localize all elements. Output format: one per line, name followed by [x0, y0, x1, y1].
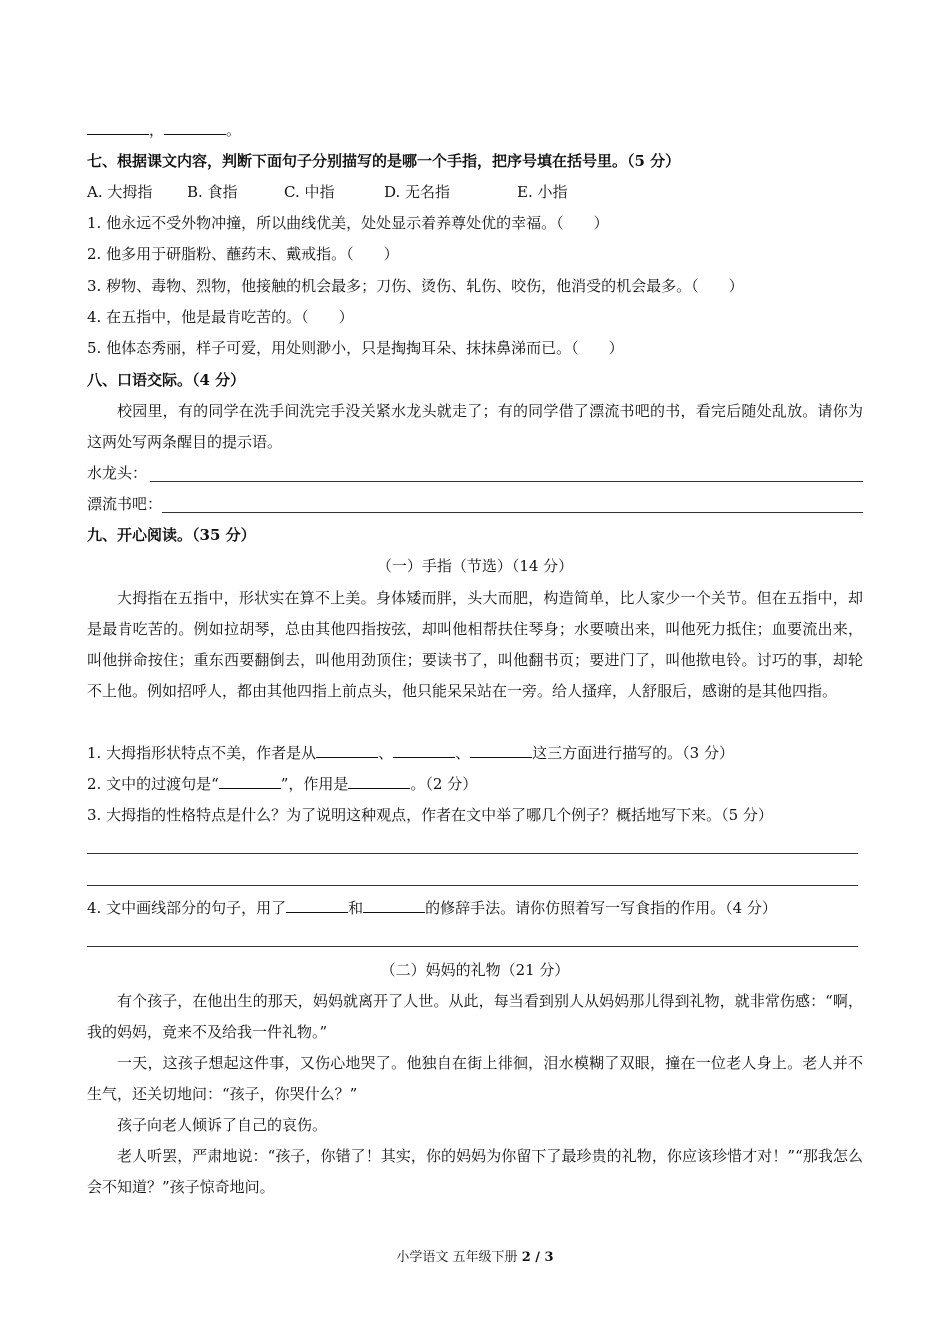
part1-q2: 2. 文中的过渡句是“ ”，作用是 。（2 分） — [87, 775, 478, 793]
section8-heading: 八、口语交际。（4 分） — [87, 371, 246, 389]
part1-q3: 3. 大拇指的性格特点是什么？为了说明这种观点，作者在文中举了哪几个例子？概括地写下来。（5 分） — [87, 806, 773, 824]
part2-paragraph-2: 一天，这孩子想起这件事，又伤心地哭了。他独自在街上徘徊，泪水模糊了双眼，撞在一位老人身上。老人并不生气，还关切地问：“孩子，你哭什么？” — [87, 1054, 863, 1103]
sec7-item-2: 2. 他多用于研脂粉、蘸药末、戴戒指。（ ） — [87, 245, 399, 263]
answer-blank[interactable] — [393, 743, 455, 758]
faucet-answer-line[interactable] — [150, 481, 863, 482]
option-e: E. 小指 — [517, 183, 568, 201]
q3-answer-line-1[interactable] — [87, 853, 858, 854]
answer-blank[interactable] — [363, 898, 425, 913]
part2-paragraph-4: 老人听罢，严肃地说：“孩子，你错了！其实，你的妈妈为你留下了最珍贵的礼物，你应该珍惜才对！”“那我怎么会不知道？”孩子惊奇地问。 — [87, 1147, 863, 1196]
answer-blank[interactable] — [219, 774, 281, 789]
option-b: B. 食指 — [187, 183, 238, 201]
option-c: C. 中指 — [284, 183, 335, 201]
part1-title: （一）手指（节选）（14 分） — [376, 557, 574, 575]
page-footer — [0, 1246, 950, 1265]
finger-options — [87, 182, 863, 202]
answer-blank[interactable] — [316, 743, 378, 758]
answer-blank[interactable] — [348, 774, 410, 789]
part1-q1: 1. 大拇指形状特点不美，作者是从 、 、 这三方面进行描写的。（3 分） — [87, 744, 734, 762]
option-d: D. 无名指 — [384, 183, 451, 201]
answer-blank[interactable] — [286, 898, 348, 913]
answer-blank[interactable] — [164, 120, 226, 135]
part1-q4: 4. 文中画线部分的句子，用了 和 的修辞手法。请你仿照着写一写食指的作用。（4 分） — [87, 899, 777, 917]
sec7-item-3: 3. 秽物、毒物、烈物，他接触的机会最多；刀伤、烫伤、轧伤、咬伤，他消受的机会最多。（ ） — [87, 277, 744, 295]
part2-paragraph-1: 有个孩子，在他出生的那天，妈妈就离开了人世。从此，每当看到别人从妈妈那儿得到礼物，就非常伤感：“啊，我的妈妈，竟来不及给我一件礼物。” — [87, 992, 863, 1041]
sec7-item-1: 1. 他永远不受外物冲撞，所以曲线优美，处处显示着养尊处优的幸福。（ ） — [87, 214, 609, 232]
part2-title: （二）妈妈的礼物（21 分） — [380, 961, 570, 979]
sec8-prompt: 校园里，有的同学在洗手间洗完手没关紧水龙头就走了；有的同学借了漂流书吧的书，看完后随处乱放。请你为这两处写两条醒目的提示语。 — [87, 402, 863, 451]
faucet-label: 水龙头： — [87, 464, 148, 482]
option-a: A. 大拇指 — [87, 183, 153, 201]
q3-answer-line-2[interactable] — [87, 885, 858, 886]
answer-blank[interactable] — [470, 743, 532, 758]
page-number: 2 / 3 — [521, 1250, 554, 1265]
bookbar-answer-line[interactable] — [162, 512, 863, 513]
part2-paragraph-3: 孩子向老人倾诉了自己的哀伤。 — [117, 1116, 328, 1134]
part1-passage: 大拇指在五指中，形状实在算不上美。身体矮而胖，头大而肥，构造简单，比人家少一个关节。但在五指中，却是最肯吃苦的。例如拉胡琴，总由其他四指按弦，却叫他相帮扶住琴身；水要喷出来，叫他死力抵住；血要流出来，叫他拼命按住；重东西要翻倒去，叫他用劲顶住；要读书了，叫他翻书页；要进门了，叫他揿电铃。讨巧的事，却轮不上他。例如招呼人，都由其他四指上前点头，他只能呆呆站在一旁。给人搔痒，人舒服后，感谢的是其他四指。 — [87, 589, 863, 700]
answer-blank[interactable] — [87, 120, 149, 135]
continued-blanks-line: ， 。 — [87, 120, 863, 140]
sec7-item-4: 4. 在五指中，他是最肯吃苦的。（ ） — [87, 308, 354, 326]
section7-heading: 七、根据课文内容，判断下面句子分别描写的是哪一个手指，把序号填在括号里。（5 分） — [87, 152, 681, 170]
sec7-item-5: 5. 他体态秀丽，样子可爱，用处则渺小，只是掏掏耳朵、抹抹鼻涕而已。（ ） — [87, 339, 624, 357]
footer-subject: 小学语文 五年级下册 — [396, 1250, 522, 1265]
bookbar-label: 漂流书吧： — [87, 495, 163, 513]
q4-answer-line[interactable] — [87, 946, 858, 947]
section9-heading: 九、开心阅读。（35 分） — [87, 526, 256, 544]
